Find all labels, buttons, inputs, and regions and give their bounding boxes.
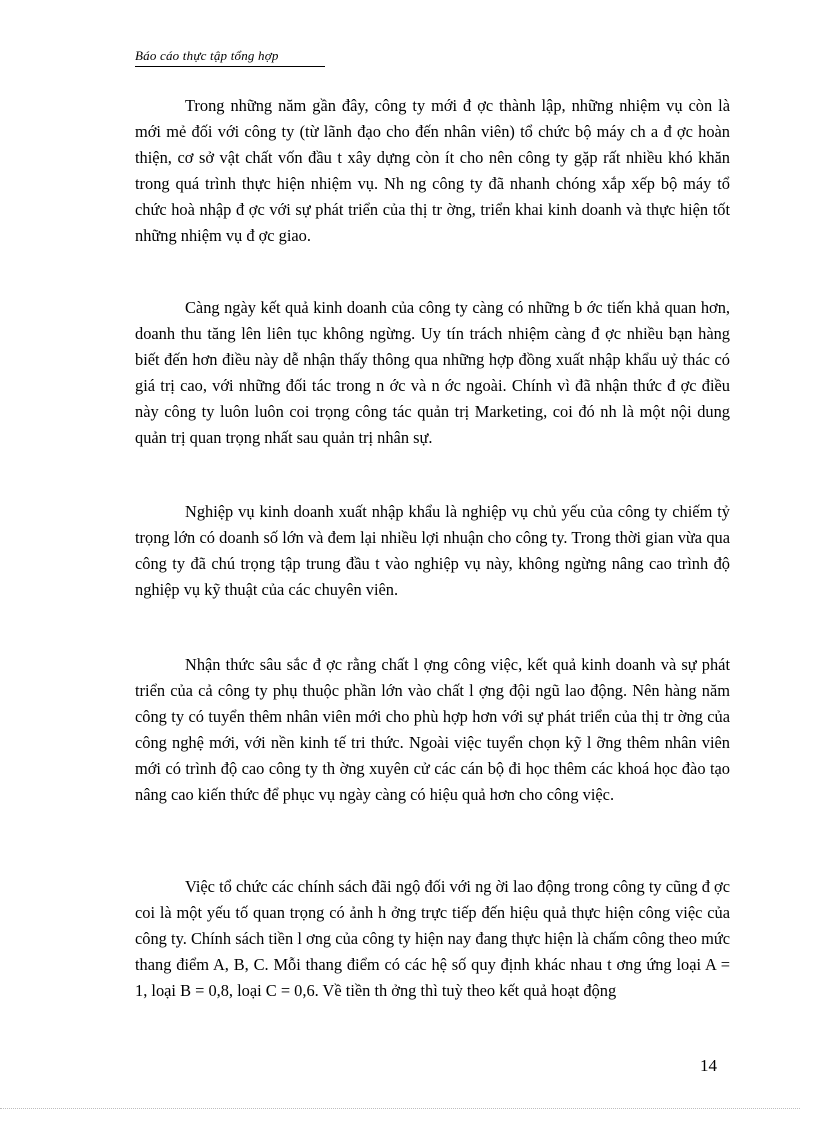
header-underline [135,66,325,68]
body-paragraph: Trong những năm gần đây, công ty mới đ ợc thành lập, những nhiệm vụ còn là mới mẻ đối với công ty (từ lãnh đạo cho đến nhân viên) tổ chức bộ máy ch a đ ợc hoàn thiện, cơ sở vật chất vốn đầu t xây dựng còn ít cho nên công ty gặp rất nhiều khó khăn trong quá trình thực hiện nhiệm vụ. Nh ng công ty đã nhanh chóng xắp xếp bộ máy tổ chức hoà nhập đ ợc với sự phát triển của thị tr ờng, triển khai kinh doanh và thực hiện tốt những nhiệm vụ đ ợc giao. [135,96,730,245]
body-paragraph: Nghiệp vụ kinh doanh xuất nhập khẩu là nghiệp vụ chủ yếu của công ty chiếm tỷ trọng lớn có doanh số lớn và đem lại nhiều lợi nhuận cho công ty. Trong thời gian vừa qua công ty đã chú trọng tập trung đầu t vào nghiệp vụ này, không ngừng nâng cao trình độ nghiệp vụ kỹ thuật của các chuyên viên. [135,502,730,599]
running-header: Báo cáo thực tập tổng hợp [135,48,279,63]
page-number: 14 [700,1056,717,1075]
body-paragraph: Nhận thức sâu sắc đ ợc rằng chất l ợng công việc, kết quả kinh doanh và sự phát triển của cả công ty phụ thuộc phần lớn vào chất l ợng đội ngũ lao động. Nên hàng năm công ty có tuyển thêm nhân viên mới cho phù hợp hơn với sự phát triển của thị tr ờng của công nghệ mới, với nền kinh tế tri thức. Ngoài việc tuyển chọn kỹ l ỡng thêm nhân viên mới có trình độ cao công ty th ờng xuyên cử các cán bộ đi học thêm các khoá học đào tạo nâng cao kiến thức để phục vụ ngày càng có hiệu quả hơn cho công việc. [135,655,730,804]
page-bottom-divider [0,1108,800,1109]
body-paragraph: Càng ngày kết quả kinh doanh của công ty càng có những b ớc tiến khả quan hơn, doanh thu tăng lên liên tục không ngừng. Uy tín trách nhiệm càng đ ợc nhiều bạn hàng biết đến hơn điều này dễ nhận thấy thông qua những hợp đồng xuất nhập khẩu uỷ thác có giá trị cao, với những đối tác trong n ớc và n ớc ngoài. Chính vì đã nhận thức đ ợc điều này công ty luôn luôn coi trọng công tác quản trị Marketing, coi đó nh là một nội dung quản trị quan trọng nhất sau quản trị nhân sự. [135,298,730,447]
body-paragraph: Việc tổ chức các chính sách đãi ngộ đối với ng ời lao động trong công ty cũng đ ợc coi là một yếu tố quan trọng có ảnh h ởng trực tiếp đến hiệu quả thực hiện công việc của công ty. Chính sách tiền l ơng của công ty hiện nay đang thực hiện là chấm công theo mức thang điểm A, B, C. Mỗi thang điểm có các hệ số quy định khác nhau t ơng ứng loại A = 1, loại B = 0,8, loại C = 0,6. Về tiền th ởng thì tuỳ theo kết quả hoạt động [135,877,730,1000]
